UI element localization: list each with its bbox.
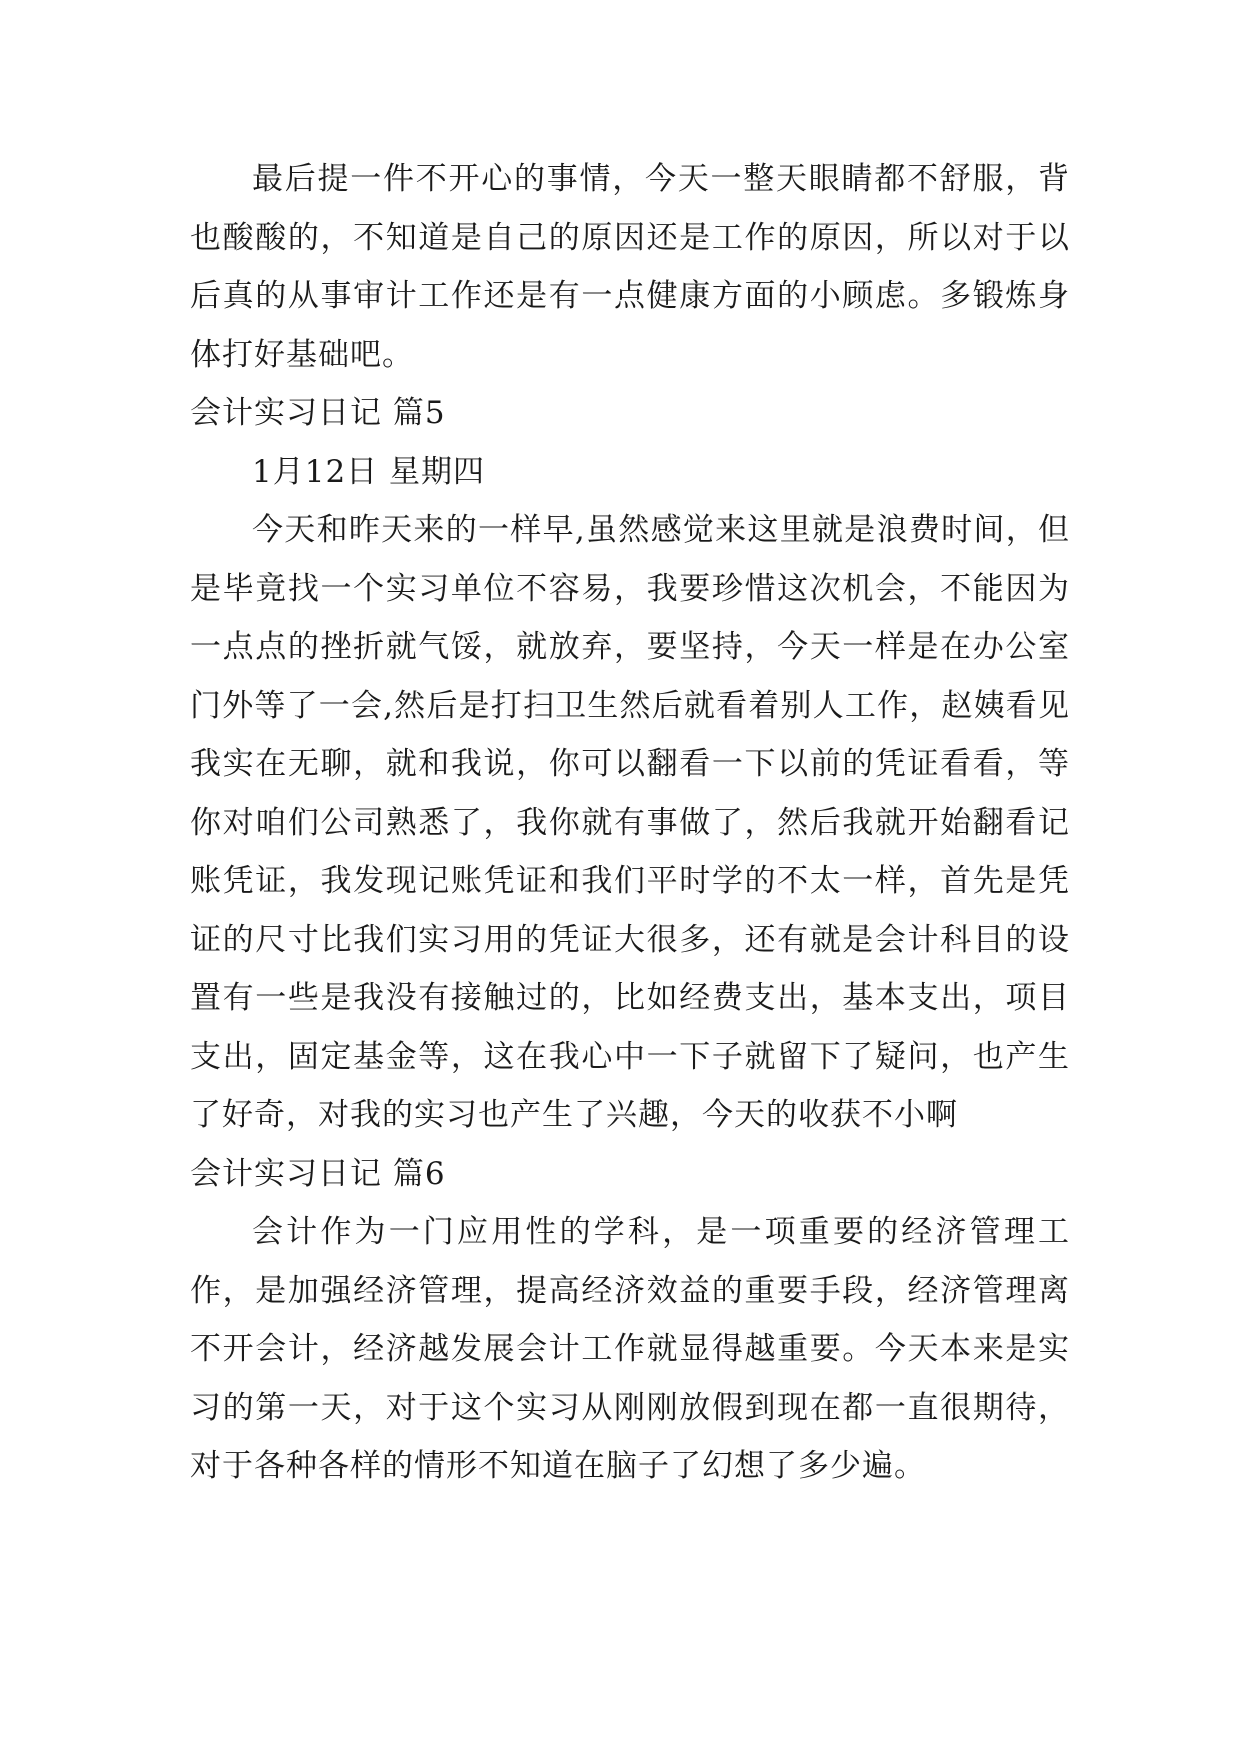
paragraph-health-concern: 最后提一件不开心的事情，今天一整天眼睛都不舒服，背也酸酸的，不知道是自己的原因还是工作的原因，所以对于以后真的从事审计工作还是有一点健康方面的小顾虑。多锻炼身体打好基础吧。 [190,161,1070,373]
paragraph-accounting-intro: 会计作为一门应用性的学科，是一项重要的经济管理工作，是加强经济管理，提高经济效益的重要手段，经济管理离不开会计，经济越发展会计工作就显得越重要。今天本来是实习的第一天，对于这个实习从刚刚放假到现在都一直很期待，对于各种各样的情形不知道在脑子了幻想了多少遍。 [190,1214,1070,1484]
diary-date: 1月12日 星期四 [252,453,486,490]
paragraph-day-entry: 今天和昨天来的一样早,虽然感觉来这里就是浪费时间，但是毕竟找一个实习单位不容易，我要珍惜这次机会，不能因为一点点的挫折就气馁，就放弃，要坚持，今天一样是在办公室门外等了一会,然后是打扫卫生然后就看着别人工作，赵姨看见我实在无聊，就和我说，你可以翻看一下以前的凭证看看，等你对咱们公司熟悉了，我你就有事做了，然后我就开始翻看记账凭证，我发现记账凭证和我们平时学的不太一样，首先是凭证的尺寸比我们实习用的凭证大很多，还有就是会计科目的设置有一些是我没有接触过的，比如经费支出，基本支出，项目支出，固定基金等，这在我心中一下子就留下了疑问，也产生了好奇，对我的实习也产生了兴趣，今天的收获不小啊 [190,512,1070,1133]
section-heading-part-5: 会计实习日记 篇5 [190,395,446,431]
section-heading-part-6: 会计实习日记 篇6 [190,1155,446,1192]
document-body [190,150,1070,1496]
